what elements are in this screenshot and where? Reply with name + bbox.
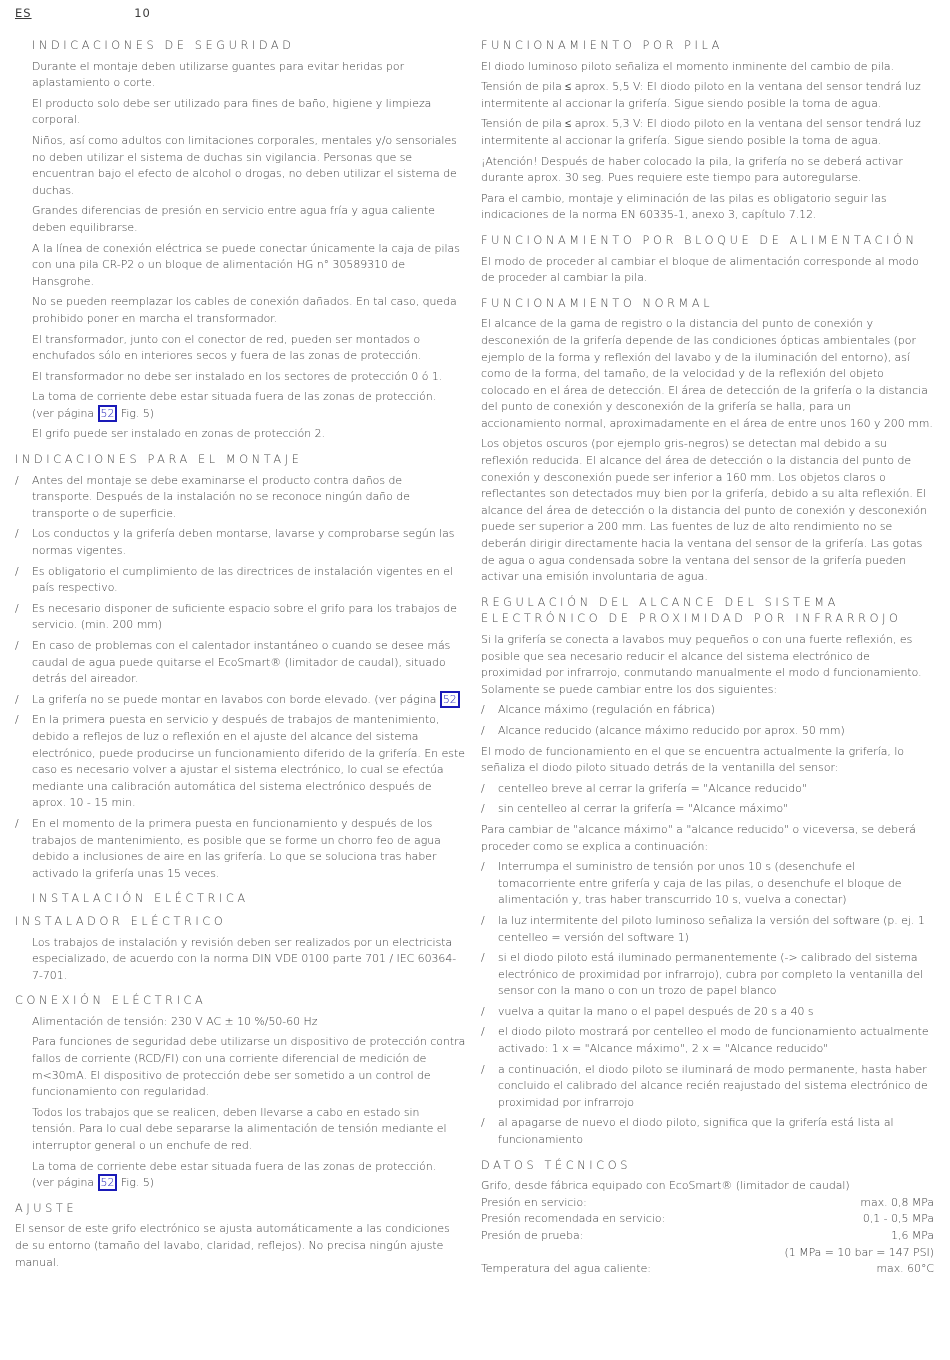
paragraph: A la línea de conexión eléctrica se puede conectar únicamente la caja de pilas con una pila CR-P2 o un bloque de alimentación HG n° 30589310 de Hansgrohe. bbox=[32, 241, 460, 288]
signal-list bbox=[481, 781, 934, 818]
tech-value: max. 0,8 MPa bbox=[860, 1195, 934, 1209]
tech-label: Presión en servicio: bbox=[481, 1195, 587, 1209]
table-row bbox=[481, 1261, 934, 1278]
mounting-list bbox=[15, 473, 466, 883]
mode-list bbox=[481, 702, 934, 739]
paragraph: El transformador no debe ser instalado en los sectores de protección 0 ó 1. bbox=[32, 369, 443, 383]
tech-value: 1,6 MPa bbox=[891, 1229, 934, 1242]
tech-table bbox=[481, 1195, 934, 1278]
paragraph: El alcance de la gama de registro o la distancia del punto de conexión y desconexión de la grifería depende de las condiciones ópticas ambientales (por ejemplo de la forma y reflexión del lavabo y de la iluminación del entorno), así como de la forma, del tamaño, de la velocidad y de la reflexión del objeto colocado en el área de detección. El área de detección de la grifería o la distancia del punto de conexión y desconexión de la grifería se halla, para un accionamiento normal, aproximadamente en el área de entre unos 160 y 200 mm. bbox=[481, 317, 933, 430]
paragraph: Grifo, desde fábrica equipado con EcoSmart® (limitador de caudal) bbox=[481, 1179, 850, 1193]
paragraph: Alimentación de tensión: 230 V AC ± 10 %/50-60 Hz bbox=[32, 1014, 318, 1028]
list-item: / a continuación, el diodo piloto se iluminará de modo permanente, hasta haber concluido el calibrado del alcance recién reajustado del sistema electrónico de proximidad por infrarrojo bbox=[481, 1062, 934, 1112]
adjust-section bbox=[15, 1201, 466, 1271]
paragraph bbox=[32, 389, 466, 422]
list-item: / el diodo piloto mostrará por centelleo el modo de funcionamiento actualmente activado: 1 x = "Alcance máximo", 2 x = "Alcance reducido" bbox=[481, 1024, 934, 1057]
ref-prefix: (ver página bbox=[32, 1176, 95, 1190]
tech-value: max. 60°C bbox=[876, 1262, 934, 1276]
paragraph: El modo de funcionamiento en el que se encuentra actualmente la grifería, lo señaliza el diodo piloto situado detrás de la ventanilla del sensor: bbox=[481, 744, 905, 775]
section-title: CONEXIÓN ELÉCTRICA bbox=[15, 994, 207, 1008]
tech-section bbox=[481, 1158, 934, 1278]
section-title: REGULACIÓN DEL ALCANCE DEL SISTEMA ELECTRÓNICO DE PROXIMIDAD POR INFRARROJO bbox=[481, 595, 902, 626]
paragraph: El producto solo debe ser utilizado para fines de baño, higiene y limpieza corporal. bbox=[32, 96, 432, 127]
paragraph: Para el cambio, montaje y eliminación de las pilas es obligatorio seguir las indicaciones de la norma EN 60335-1, anexo 3, capítulo 7.12. bbox=[481, 191, 887, 222]
socket-text: La toma de corriente debe estar situada fuera de las zonas de protección. bbox=[32, 390, 437, 404]
section-title: INSTALACIÓN ELÉCTRICA bbox=[32, 892, 249, 906]
safety-section bbox=[15, 38, 466, 443]
list-item: / al apagarse de nuevo el diodo piloto, significa que la grifería está lista al funcionamiento bbox=[481, 1115, 934, 1148]
list-item: / En caso de problemas con el calentador instantáneo o cuando se desee más caudal de agua puede quitarse el EcoSmart® (limitador de caudal), situado detrás del aireador. bbox=[15, 638, 466, 688]
normal-section bbox=[481, 296, 934, 586]
basin-text: La grifería no se puede montar en lavabos con borde elevado. (ver página bbox=[32, 692, 437, 706]
section-title: INDICACIONES DE SEGURIDAD bbox=[32, 39, 295, 52]
language-code: ES bbox=[15, 6, 32, 20]
list-item: / si el diodo piloto está iluminado permanentemente (-> calibrado del sistema electrónico de proximidad por infrarrojo), cubra por completo la ventanilla del sensor con la mano o con un trozo de papel blanco bbox=[481, 950, 934, 1000]
page-number: 10 bbox=[134, 6, 151, 20]
mounting-section bbox=[15, 452, 466, 882]
list-item: / sin centelleo al cerrar la grifería = "Alcance máximo" bbox=[481, 801, 934, 818]
paragraph: Todos los trabajos que se realicen, deben llevarse a cabo en estado sin tensión. Para lo cual debe separarse la alimentación de tensión mediante el interruptor general o un enchufe de red. bbox=[32, 1105, 447, 1153]
paragraph: Durante el montaje deben utilizarse guantes para evitar heridas por aplastamiento o corte. bbox=[32, 59, 405, 90]
right-column bbox=[481, 38, 934, 1287]
section-title: FUNCIONAMIENTO NORMAL bbox=[481, 296, 714, 310]
tech-label: Temperatura del agua caliente: bbox=[481, 1262, 651, 1276]
paragraph: Tensión de pila ≤ aprox. 5,5 V: El diodo piloto en la ventana del sensor tendrá luz intermitente al accionar la grifería. Sigue siendo posible la toma de agua. bbox=[481, 80, 921, 110]
paragraph: Grandes diferencias de presión en servicio entre agua fría y agua caliente deben equilibrarse. bbox=[32, 204, 435, 234]
list-item: / Los conductos y la grifería deben montarse, lavarse y comprobarse según las normas vigentes. bbox=[15, 526, 466, 559]
section-title: INDICACIONES PARA EL MONTAJE bbox=[15, 453, 303, 467]
section-title: DATOS TÉCNICOS bbox=[481, 1158, 631, 1172]
battery-section bbox=[481, 38, 934, 224]
electrical-install-section bbox=[15, 891, 466, 908]
psu-section bbox=[481, 233, 934, 287]
list-item: / centelleo breve al cerrar la grifería = "Alcance reducido" bbox=[481, 781, 934, 798]
paragraph bbox=[32, 1159, 466, 1192]
paragraph: El diodo luminoso piloto señaliza el momento inminente del cambio de pila. bbox=[481, 59, 894, 73]
table-row bbox=[481, 1245, 934, 1262]
section-title: AJUSTE bbox=[15, 1201, 78, 1215]
table-row bbox=[481, 1195, 934, 1212]
list-item: / Antes del montaje se debe examinarse el producto contra daños de transporte. Después de la instalación no se reconoce ningún daño de transporte o de superficie. bbox=[15, 473, 466, 523]
table-row bbox=[481, 1228, 934, 1245]
list-item: / Es obligatorio el cumplimiento de las directrices de instalación vigentes en el país respectivo. bbox=[15, 564, 466, 597]
paragraph: Niños, así como adultos con limitaciones corporales, mentales y/o sensoriales no deben utilizar el sistema de duchas sin vigilancia. Personas que se encuentran bajo el efecto de alcohol o drogas, no deben utilizar el sistema de duchas. bbox=[32, 133, 457, 197]
section-title: FUNCIONAMIENTO POR PILA bbox=[481, 39, 723, 52]
page-reference-link[interactable]: 52 bbox=[440, 691, 460, 708]
socket-text: La toma de corriente debe estar situada fuera de las zonas de protección. bbox=[32, 1159, 437, 1173]
tech-label bbox=[481, 1245, 731, 1262]
tech-value: 0,1 - 0,5 MPa bbox=[862, 1212, 934, 1226]
ref-suffix: Fig. 5) bbox=[120, 406, 154, 420]
list-item: / Alcance máximo (regulación en fábrica) bbox=[481, 702, 934, 719]
page-header bbox=[15, 6, 151, 20]
paragraph: El modo de proceder al cambiar el bloque de alimentación corresponde al modo de proceder al cambiar la pila. bbox=[481, 254, 919, 285]
section-title: INSTALADOR ELÉCTRICO bbox=[15, 914, 227, 928]
range-section bbox=[481, 595, 934, 1149]
paragraph: Para funciones de seguridad debe utilizarse un dispositivo de protección contra fallos de corriente (RCD/FI) con una corriente diferencial de medición de m<30mA. El dispositivo de protección debe ser sometido a un control de funcionamiento con regularidad. bbox=[32, 1035, 466, 1099]
connection-section bbox=[15, 993, 466, 1192]
paragraph: El transformador, junto con el conector de red, pueden ser montados o enchufados sólo en interiores secos y fuera de las zonas de protección. bbox=[32, 332, 422, 363]
paragraph: Los trabajos de instalación y revisión deben ser realizados por un electricista especializado, de acuerdo con la norma DIN VDE 0100 parte 701 / IEC 60364-7-701. bbox=[32, 935, 457, 982]
page-reference-link[interactable]: 52 bbox=[98, 405, 118, 422]
table-row bbox=[481, 1211, 934, 1228]
paragraph: Si la grifería se conecta a lavabos muy pequeños o con una fuerte reflexión, es posible que sea necesario reducir el alcance del sistema electrónico de proximidad por infrarrojo, conmutando manualmente el modo d funcionamiento. Solamente se puede cambiar entre los dos siguientes: bbox=[481, 633, 922, 696]
paragraph: No se pueden reemplazar los cables de conexión dañados. En tal caso, queda prohibido poner en marcha el transformador. bbox=[32, 295, 457, 325]
section-title: FUNCIONAMIENTO POR BLOQUE DE ALIMENTACIÓN bbox=[481, 233, 918, 247]
step-list bbox=[481, 859, 934, 1149]
list-item: / En la primera puesta en servicio y después de trabajos de mantenimiento, debido a reflejos de luz o reflexión en el ajuste del alcance del sistema electrónico, puede producirse un funcionamiento diferido de la grifería. En este caso es necesario volver a ajustar el sistema electrónico, lo cual se efectúa mediante una calibración automática del sistema electrónico después de aprox. 10 - 15 min. bbox=[15, 712, 466, 812]
list-item: / En el momento de la primera puesta en funcionamiento y después de los trabajos de mantenimiento, es posible que se forme un chorro feo de agua debido a inclusiones de aire en las grifería. Lo que se soluciona tras haber activado la grifería unas 15 veces. bbox=[15, 816, 466, 882]
list-item: / vuelva a quitar la mano o el papel después de 20 s a 40 s bbox=[481, 1004, 934, 1021]
ref-suffix: Fig. 5) bbox=[120, 1176, 154, 1190]
list-item: / la luz intermitente del piloto luminoso señaliza la versión del software (p. ej. 1 centelleo = versión del software 1) bbox=[481, 913, 934, 946]
page-reference-link[interactable]: 52 bbox=[98, 1174, 118, 1191]
tech-value: (1 MPa = 10 bar = 147 PSI) bbox=[784, 1245, 934, 1259]
left-column bbox=[15, 38, 466, 1280]
list-item: / Alcance reducido (alcance máximo reducido por aprox. 50 mm) bbox=[481, 723, 934, 740]
list-item: / Interrumpa el suministro de tensión por unos 10 s (desenchufe el tomacorriente entre grifería y caja de las pilas, o desenchufe el bloque de alimentación y, tras haber transcurrido 10 s, vuelva a conectar) bbox=[481, 859, 934, 909]
paragraph: El sensor de este grifo electrónico se ajusta automáticamente a las condiciones de su entorno (tamaño del lavabo, claridad, reflejos). No precisa ningún ajuste manual. bbox=[15, 1222, 450, 1269]
electrician-section bbox=[15, 914, 466, 984]
paragraph: El grifo puede ser instalado en zonas de protección 2. bbox=[32, 427, 325, 441]
tech-label: Presión recomendada en servicio: bbox=[481, 1212, 666, 1226]
ref-prefix: (ver página bbox=[32, 406, 95, 420]
paragraph: Para cambiar de "alcance máximo" a "alcance reducido" o viceversa, se deberá proceder como se explica a continuación: bbox=[481, 822, 916, 853]
list-item bbox=[15, 692, 466, 709]
paragraph: Tensión de pila ≤ aprox. 5,3 V: El diodo piloto en la ventana del sensor tendrá luz intermitente al accionar la grifería. Sigue siendo posible la toma de agua. bbox=[481, 117, 921, 147]
tech-label: Presión de prueba: bbox=[481, 1229, 584, 1242]
paragraph: ¡Atención! Después de haber colocado la pila, la grifería no se deberá activar durante aprox. 30 seg. Pues requiere este tiempo para autoregularse. bbox=[481, 154, 903, 185]
list-item: / Es necesario disponer de suficiente espacio sobre el grifo para los trabajos de servicio. (min. 200 mm) bbox=[15, 601, 466, 634]
paragraph: Los objetos oscuros (por ejemplo gris-negros) se detectan mal debido a su reflexión reducida. El alcance del área de detección o la distancia del punto de conexión y desconexión puede ser inferior a 160 mm. Los objetos claros o reflectantes son detectados muy bien por la grifería, debido a su alta reflexión. El alcance del área de detección o la distancia del punto de conexión y desconexión puede ser superior a 200 mm. Las fuentes de luz de alto rendimiento no se deberán dirigir directamente hacia la ventana del sensor de la grifería. Las gotas de agua o agua condensada sobre la ventana del sensor de la grifería pueden activar una emisión involuntaria de agua. bbox=[481, 437, 927, 584]
